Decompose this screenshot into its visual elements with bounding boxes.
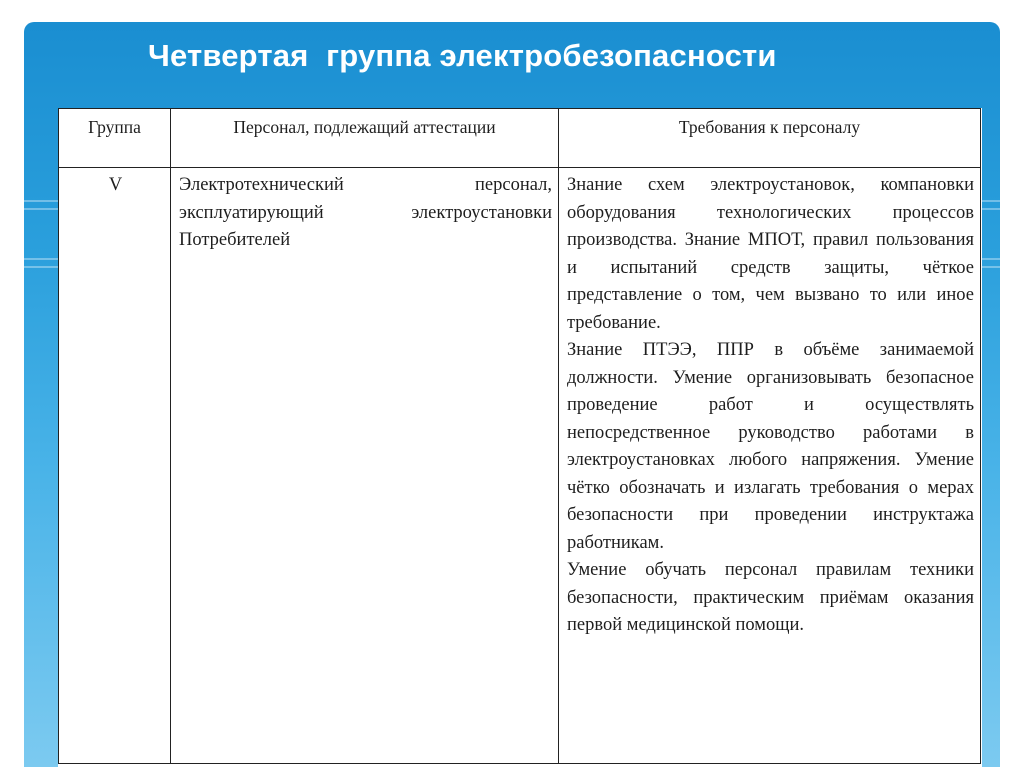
table-header-row: [59, 109, 981, 168]
table-row: [59, 168, 981, 764]
header-group: Группа: [59, 109, 171, 168]
header-requirements: Требования к персоналу: [559, 109, 981, 168]
requirements-paragraph: Знание схем электроустановок, компановки оборудования технологических процессов производства. Знание МПОТ, правил пользования и испытаний средств защиты, чёткое представление о том, чем вызвано то или иное требование.: [567, 175, 974, 333]
requirements-paragraph: Умение обучать персонал правилам техники безопасности, практическим приёмам оказания первой медицинской помощи.: [567, 560, 974, 635]
header-personnel-text: Персонал, подлежащий аттестации: [233, 117, 496, 137]
cell-personnel: [171, 168, 559, 764]
requirements-paragraph: Знание ПТЭЭ, ППР в объёме занимаемой должности. Умение организовывать безопасное проведение работ и осуществлять непосредственное руководство работами в электроустановках любого напряжения. Умение чётко обозначать и излагать требования о мерах безопасности при проведении инструктажа работникам.: [567, 340, 974, 553]
document-page: [58, 108, 982, 767]
cell-group: V: [59, 168, 171, 764]
requirements-table: [58, 108, 981, 764]
personnel-text: Электротехнический персонал, эксплуатирующий электроустановки Потребителей: [179, 175, 552, 250]
slide-title: Четвертая группа электробезопасности: [148, 38, 777, 73]
header-personnel: [171, 109, 559, 168]
cell-requirements: [559, 168, 981, 764]
